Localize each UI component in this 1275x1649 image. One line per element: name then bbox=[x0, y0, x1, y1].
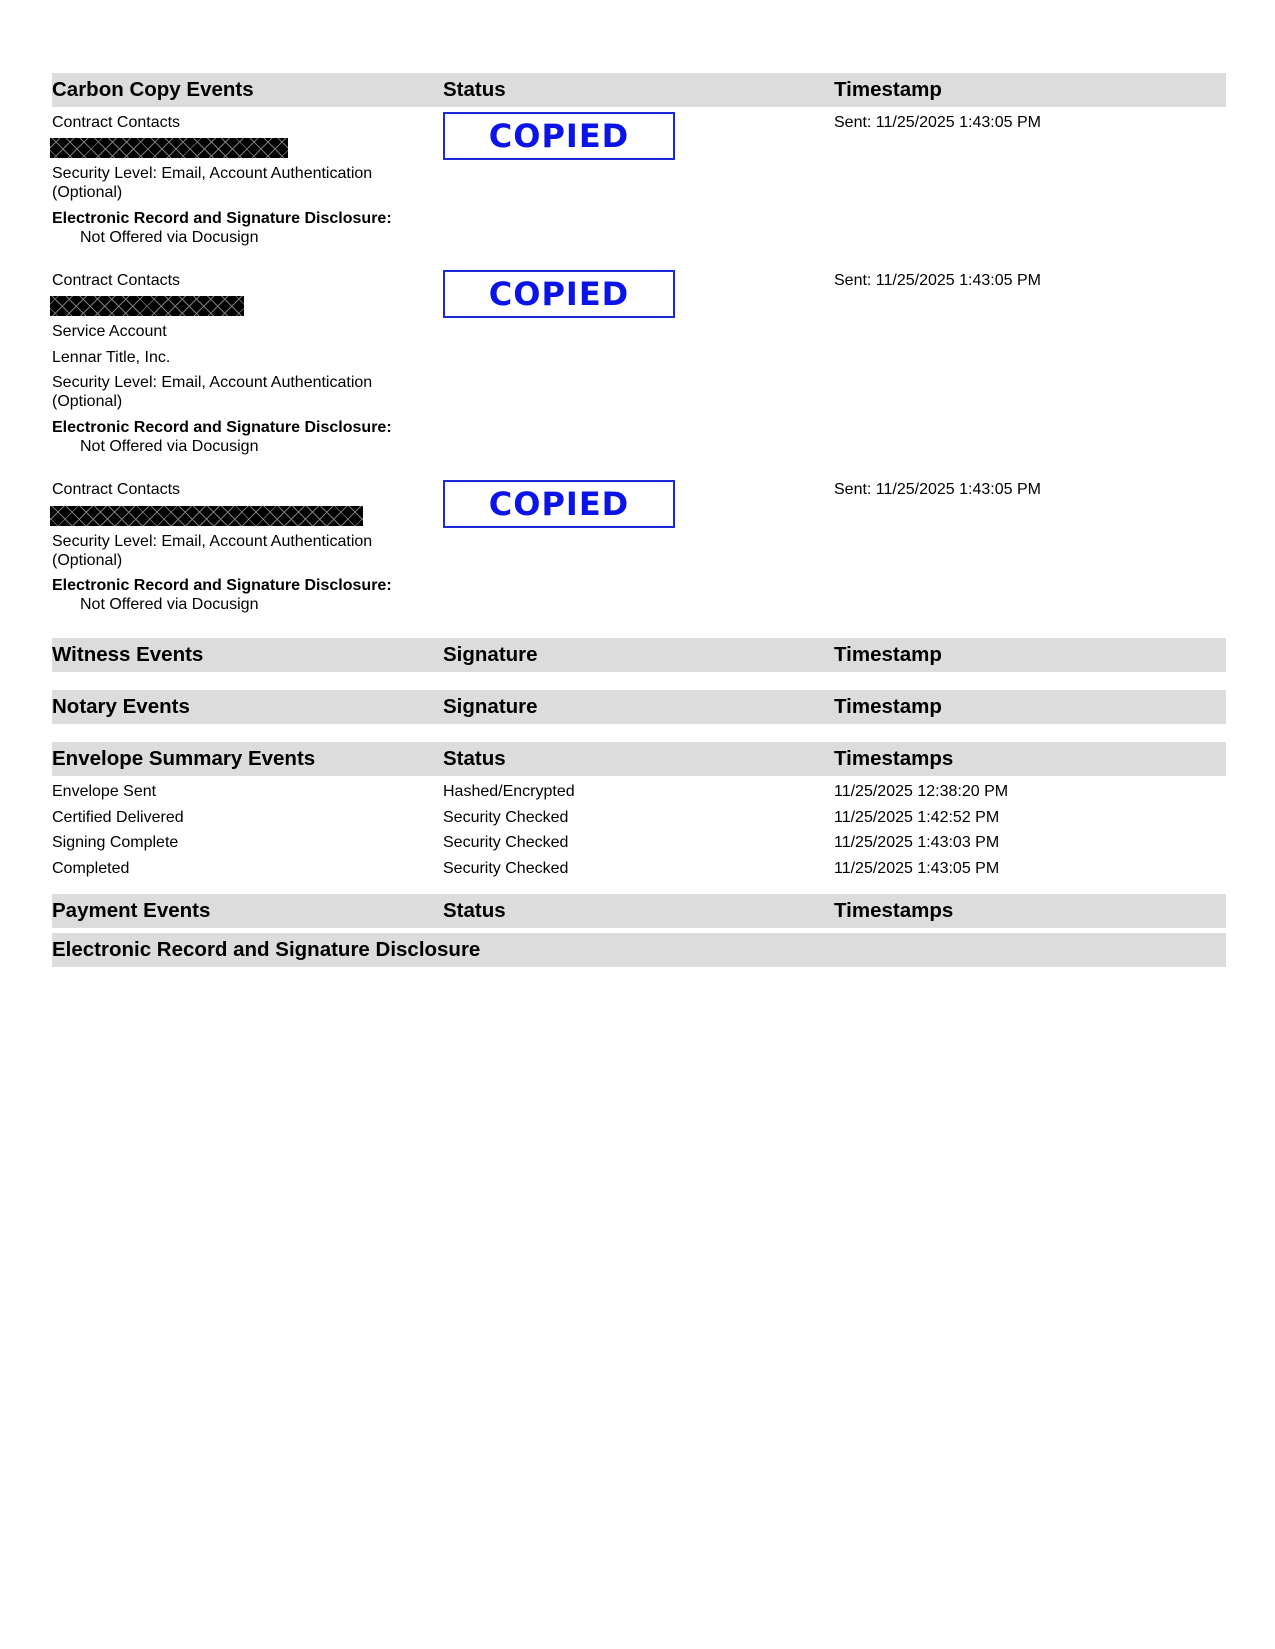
header-timestamps-label: Timestamps bbox=[834, 747, 954, 770]
security-level-cont: (Optional) bbox=[52, 552, 123, 569]
header-timestamp-label: Timestamp bbox=[834, 643, 942, 666]
header-signature-label: Signature bbox=[443, 643, 538, 666]
header-events-label: Payment Events bbox=[52, 899, 211, 922]
redacted-email bbox=[50, 138, 288, 158]
header-timestamps-label: Timestamps bbox=[834, 899, 954, 922]
disclosure-section-title: Electronic Record and Signature Disclosure bbox=[52, 938, 481, 961]
header-status-label: Status bbox=[443, 899, 506, 922]
witness-events-header bbox=[52, 638, 1226, 672]
timestamp-cell: 11/25/2025 1:42:52 PM bbox=[834, 809, 1000, 826]
header-status-label: Status bbox=[443, 747, 506, 770]
copied-stamp bbox=[443, 112, 675, 160]
event-cell: Completed bbox=[52, 860, 130, 877]
recipient-name: Contract Contacts bbox=[52, 272, 181, 289]
event-cell: Certified Delivered bbox=[52, 809, 184, 826]
notary-events-header bbox=[52, 690, 1226, 724]
header-timestamp-label: Timestamp bbox=[834, 78, 942, 101]
header-signature-label: Signature bbox=[443, 695, 538, 718]
security-level: Security Level: Email, Account Authentication bbox=[52, 533, 373, 550]
header-events-label: Witness Events bbox=[52, 643, 204, 666]
redacted-email bbox=[50, 506, 363, 526]
recipient-name: Contract Contacts bbox=[52, 481, 181, 498]
recipient-name: Contract Contacts bbox=[52, 114, 181, 131]
disclosure-value: Not Offered via Docusign bbox=[80, 229, 259, 246]
payment-events-header bbox=[52, 894, 1226, 928]
header-events-label: Carbon Copy Events bbox=[52, 78, 254, 101]
carbon-copy-events-header bbox=[52, 73, 1226, 107]
sent-timestamp: Sent: 11/25/2025 1:43:05 PM bbox=[834, 114, 1041, 131]
header-status-label: Status bbox=[443, 78, 506, 101]
copied-stamp-text: COPIED bbox=[488, 117, 630, 155]
copied-stamp-text: COPIED bbox=[488, 275, 630, 313]
copied-stamp bbox=[443, 480, 675, 528]
header-events-label: Notary Events bbox=[52, 695, 190, 718]
status-cell: Security Checked bbox=[443, 860, 569, 877]
sent-timestamp: Sent: 11/25/2025 1:43:05 PM bbox=[834, 481, 1041, 498]
security-level: Security Level: Email, Account Authentication bbox=[52, 374, 373, 391]
security-level-cont: (Optional) bbox=[52, 184, 123, 201]
header-events-label: Envelope Summary Events bbox=[52, 747, 316, 770]
disclosure-value: Not Offered via Docusign bbox=[80, 438, 259, 455]
company-name: Lennar Title, Inc. bbox=[52, 349, 171, 366]
sent-timestamp: Sent: 11/25/2025 1:43:05 PM bbox=[834, 272, 1041, 289]
disclosure-label: Electronic Record and Signature Disclosure: bbox=[52, 210, 392, 227]
redacted-email bbox=[50, 296, 244, 316]
disclosure-label: Electronic Record and Signature Disclosure: bbox=[52, 577, 392, 594]
disclosure-value: Not Offered via Docusign bbox=[80, 596, 259, 613]
timestamp-cell: 11/25/2025 1:43:03 PM bbox=[834, 834, 1000, 851]
copied-stamp-text: COPIED bbox=[488, 485, 630, 523]
timestamp-cell: 11/25/2025 1:43:05 PM bbox=[834, 860, 1000, 877]
disclosure-section-header bbox=[52, 933, 1226, 967]
event-cell: Envelope Sent bbox=[52, 783, 157, 800]
header-timestamp-label: Timestamp bbox=[834, 695, 942, 718]
status-cell: Security Checked bbox=[443, 834, 569, 851]
status-cell: Security Checked bbox=[443, 809, 569, 826]
security-level-cont: (Optional) bbox=[52, 393, 123, 410]
disclosure-label: Electronic Record and Signature Disclosure: bbox=[52, 419, 392, 436]
status-cell: Hashed/Encrypted bbox=[443, 783, 575, 800]
envelope-summary-events-header bbox=[52, 742, 1226, 776]
timestamp-cell: 11/25/2025 12:38:20 PM bbox=[834, 783, 1009, 800]
security-level: Security Level: Email, Account Authentication bbox=[52, 165, 373, 182]
account-type: Service Account bbox=[52, 323, 167, 340]
event-cell: Signing Complete bbox=[52, 834, 179, 851]
copied-stamp bbox=[443, 270, 675, 318]
